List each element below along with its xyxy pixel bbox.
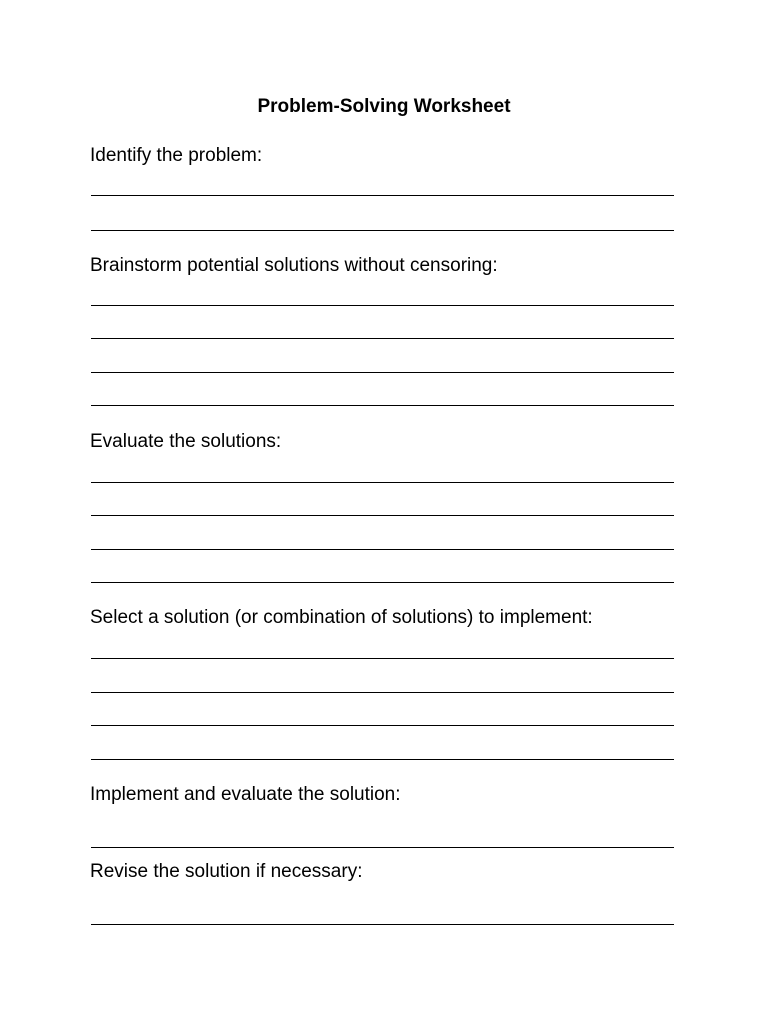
answer-line[interactable] bbox=[91, 549, 674, 550]
answer-line[interactable] bbox=[91, 759, 674, 760]
answer-line[interactable] bbox=[91, 725, 674, 726]
answer-line[interactable] bbox=[91, 515, 674, 516]
answer-line[interactable] bbox=[91, 230, 674, 231]
prompt-evaluate-solutions: Evaluate the solutions: bbox=[90, 431, 282, 452]
answer-line[interactable] bbox=[91, 847, 674, 848]
answer-line[interactable] bbox=[91, 338, 674, 339]
answer-line[interactable] bbox=[91, 305, 674, 306]
answer-line[interactable] bbox=[91, 658, 674, 659]
prompt-select-solution: Select a solution (or combination of solutions) to implement: bbox=[90, 607, 593, 628]
answer-line[interactable] bbox=[91, 924, 674, 925]
answer-line[interactable] bbox=[91, 482, 674, 483]
answer-line[interactable] bbox=[91, 582, 674, 583]
prompt-identify-problem: Identify the problem: bbox=[90, 145, 263, 166]
answer-line[interactable] bbox=[91, 405, 674, 406]
answer-line[interactable] bbox=[91, 372, 674, 373]
prompt-brainstorm-solutions: Brainstorm potential solutions without censoring: bbox=[90, 255, 498, 276]
prompt-revise-solution: Revise the solution if necessary: bbox=[90, 861, 363, 882]
answer-line[interactable] bbox=[91, 195, 674, 196]
prompt-implement-evaluate: Implement and evaluate the solution: bbox=[90, 784, 401, 805]
worksheet-title: Problem-Solving Worksheet bbox=[257, 96, 511, 117]
answer-line[interactable] bbox=[91, 692, 674, 693]
